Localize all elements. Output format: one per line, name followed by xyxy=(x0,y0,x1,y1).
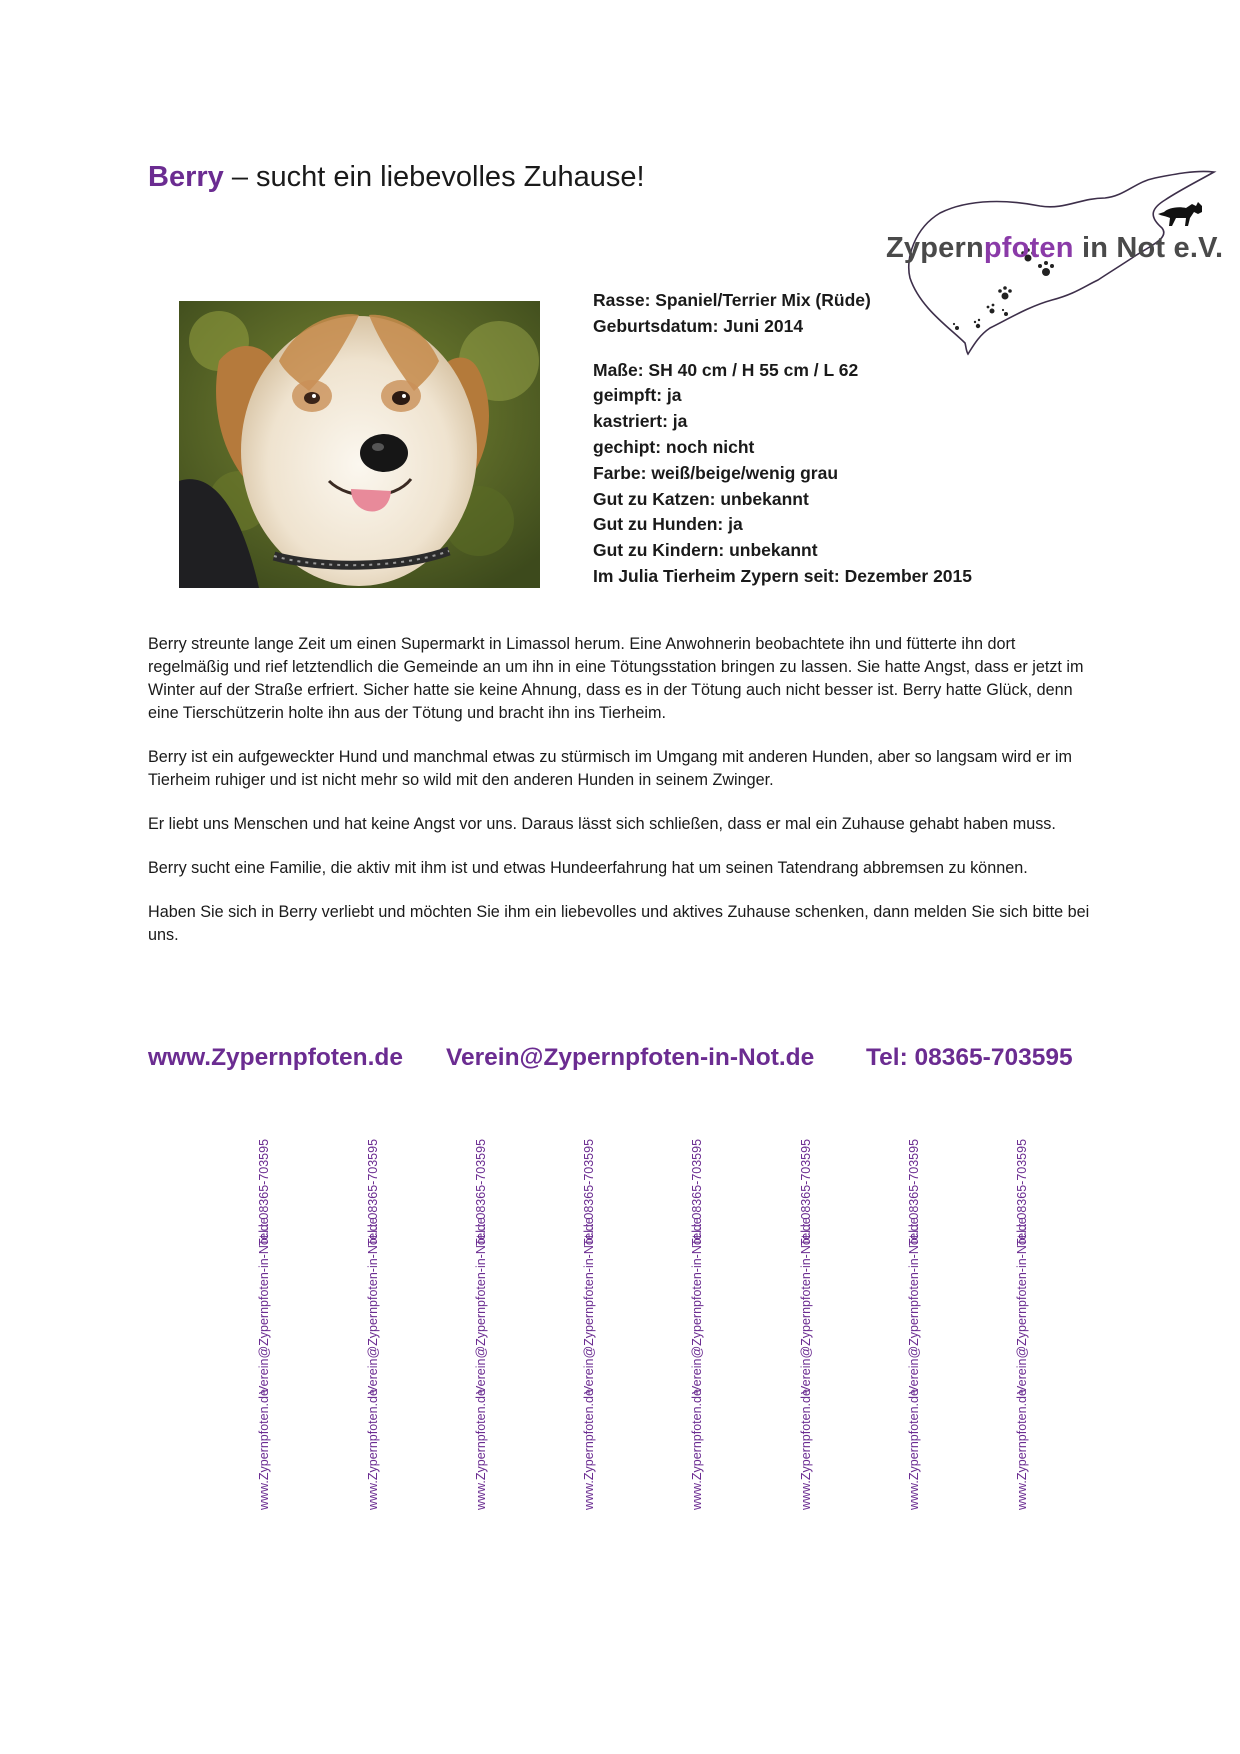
tear-off-website: www.Zypernpfoten.de xyxy=(582,1389,596,1510)
tear-off-strips xyxy=(0,1138,1240,1520)
tear-off-website: www.Zypernpfoten.de xyxy=(257,1389,271,1510)
logo-text-part-3: in Not e.V. xyxy=(1073,232,1224,264)
story-paragraph: Berry sucht eine Familie, die aktiv mit ihm ist und etwas Hundeerfahrung hat um seinen Tatendrang abbremsen zu können. xyxy=(148,859,1028,877)
tear-off-strip[interactable] xyxy=(461,1138,501,1510)
logo-text-part-1: Zypern xyxy=(886,232,984,264)
tear-off-email: Verein@Zypernpfoten-in-Not.de xyxy=(257,1217,271,1394)
fact-color: Farbe: weiß/beige/wenig grau xyxy=(593,462,839,483)
fact-neutered: kastriert: ja xyxy=(593,411,688,432)
tear-off-email: Verein@Zypernpfoten-in-Not.de xyxy=(366,1217,380,1394)
tear-off-email: Verein@Zypernpfoten-in-Not.de xyxy=(907,1217,921,1394)
dog-name: Berry xyxy=(148,161,224,193)
contact-website[interactable]: www.Zypernpfoten.de xyxy=(148,1044,403,1071)
fact-breed: Rasse: Spaniel/Terrier Mix (Rüde) xyxy=(593,290,871,310)
tear-off-phone: Tel.: 08365-703595 xyxy=(366,1138,380,1246)
fact-dogs: Gut zu Hunden: ja xyxy=(593,514,743,535)
tear-off-phone: Tel.: 08365-703595 xyxy=(799,1138,813,1246)
tear-off-strip[interactable] xyxy=(894,1138,934,1510)
dog-story xyxy=(148,633,1098,968)
dog-photo xyxy=(179,301,540,588)
fact-vaccinated: geimpft: ja xyxy=(593,385,682,406)
fact-measurements: Maße: SH 40 cm / H 55 cm / L 62 xyxy=(593,359,859,380)
story-paragraph: Haben Sie sich in Berry verliebt und möchten Sie ihm ein liebevolles und aktives Zuhause schenken, dann melden Sie sich bitte bei uns. xyxy=(148,903,1090,944)
tear-off-phone: Tel.: 08365-703595 xyxy=(1015,1138,1029,1246)
logo-text xyxy=(886,232,1223,265)
contact-email[interactable]: Verein@Zypernpfoten-in-Not.de xyxy=(446,1044,815,1071)
tear-off-website: www.Zypernpfoten.de xyxy=(907,1389,921,1510)
page-title xyxy=(148,158,645,196)
tear-off-phone: Tel.: 08365-703595 xyxy=(907,1138,921,1246)
fact-cats: Gut zu Katzen: unbekannt xyxy=(593,488,809,509)
tear-off-email: Verein@Zypernpfoten-in-Not.de xyxy=(582,1217,596,1394)
tear-off-website: www.Zypernpfoten.de xyxy=(474,1389,488,1510)
tear-off-website: www.Zypernpfoten.de xyxy=(799,1389,813,1510)
story-paragraph: Er liebt uns Menschen und hat keine Angst vor uns. Daraus lässt sich schließen, dass er mal ein Zuhause gehabt haben muss. xyxy=(148,815,1056,833)
tear-off-email: Verein@Zypernpfoten-in-Not.de xyxy=(690,1217,704,1394)
tear-off-phone: Tel.: 08365-703595 xyxy=(257,1138,271,1246)
tear-off-phone: Tel.: 08365-703595 xyxy=(582,1138,596,1246)
fact-shelter-since: Im Julia Tierheim Zypern seit: Dezember 2015 xyxy=(593,565,973,586)
fact-chipped: gechipt: noch nicht xyxy=(593,436,755,457)
tear-off-strip[interactable] xyxy=(677,1138,717,1510)
tear-off-email: Verein@Zypernpfoten-in-Not.de xyxy=(1015,1217,1029,1394)
story-paragraph: Berry streunte lange Zeit um einen Supermarkt in Limassol herum. Eine Anwohnerin beobachtete ihn und fütterte ihn dort regelmäßig und rief letztendlich die Gemeinde an um ihn in eine Tötungsstation bringen zu lassen. Sie hatte Angst, dass er jetzt im Winter auf der Straße erfriert. Sicher hatte sie keine Ahnung, dass es in der Tötung auch nicht besser ist. Berry hatte Glück, denn eine Tierschützerin holte ihn aus der Tötung und bracht ihn ins Tierheim. xyxy=(148,635,1084,722)
tear-off-email: Verein@Zypernpfoten-in-Not.de xyxy=(474,1217,488,1394)
tear-off-strip[interactable] xyxy=(244,1138,284,1510)
tear-off-email: Verein@Zypernpfoten-in-Not.de xyxy=(799,1217,813,1394)
fact-children: Gut zu Kindern: unbekannt xyxy=(593,540,818,561)
fact-birthdate: Geburtsdatum: Juni 2014 xyxy=(593,315,804,336)
tear-off-strip[interactable] xyxy=(1002,1138,1042,1510)
tear-off-phone: Tel.: 08365-703595 xyxy=(690,1138,704,1246)
dog-facts xyxy=(593,288,972,590)
page-tagline: – sucht ein liebevolles Zuhause! xyxy=(223,161,645,193)
logo-text-part-2: pfoten xyxy=(983,232,1074,264)
tear-off-strip[interactable] xyxy=(569,1138,609,1510)
contact-phone: Tel: 08365-703595 xyxy=(866,1044,1073,1071)
tear-off-website: www.Zypernpfoten.de xyxy=(690,1389,704,1510)
tear-off-strip[interactable] xyxy=(786,1138,826,1510)
tear-off-phone: Tel.: 08365-703595 xyxy=(474,1138,488,1246)
tear-off-website: www.Zypernpfoten.de xyxy=(1015,1389,1029,1510)
tear-off-website: www.Zypernpfoten.de xyxy=(366,1389,380,1510)
tear-off-strip[interactable] xyxy=(353,1138,393,1510)
dog-silhouette-icon xyxy=(1158,202,1202,226)
story-paragraph: Berry ist ein aufgeweckter Hund und manchmal etwas zu stürmisch im Umgang mit anderen Hunden, aber so langsam wird er im Tierheim ruhiger und ist nicht mehr so wild mit den anderen Hunden in seinem Zwinger. xyxy=(148,748,1072,789)
